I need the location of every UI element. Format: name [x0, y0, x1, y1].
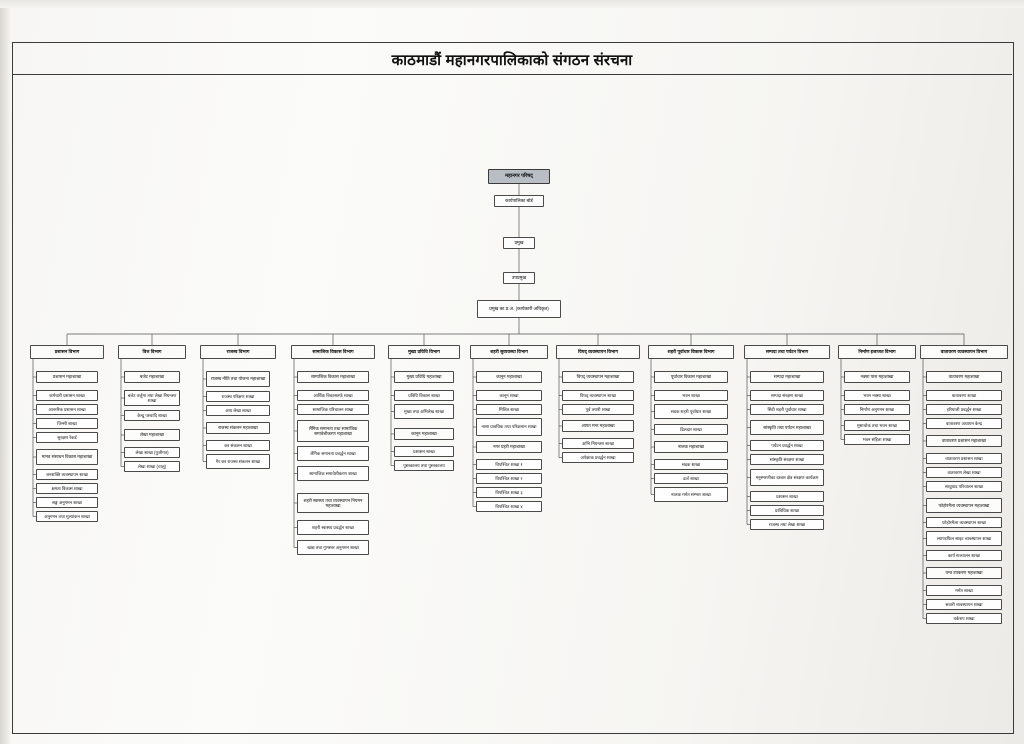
- node-label: आय लेखा शाखा: [225, 407, 251, 413]
- department-10-item-4: [844, 420, 910, 431]
- department-9-item-1: [750, 371, 824, 383]
- node-label: हरियाली प्रवर्द्धन शाखा: [946, 406, 982, 412]
- department-6-item-2: [476, 390, 542, 401]
- node-label: नालक महाशाखा: [677, 444, 705, 450]
- node-label: कर्मचारी प्रशासन शाखा: [49, 392, 85, 398]
- department-5-item-5: [394, 446, 454, 457]
- node-label: सामाजिक परिचालन शाखा: [312, 406, 354, 412]
- node-label: सडक शाखा: [681, 461, 701, 467]
- node-label: राजस्व संकलन महाशाखा: [218, 425, 258, 431]
- node-label: सांस्कृति संरक्षण शाखा: [769, 456, 805, 462]
- department-3-item-2: [206, 391, 270, 402]
- department-7-item-5: [562, 438, 634, 449]
- node-label: वातावरण लेखा शाखा: [947, 469, 981, 475]
- node-label: कानून महाशाखा: [411, 431, 437, 437]
- department-2-item-3: [124, 410, 180, 421]
- node-label: आन्तरिक प्रशासन शाखा: [48, 406, 86, 412]
- department-1-item-5: [36, 432, 98, 443]
- department-9-item-6: [750, 454, 824, 465]
- department-9-item-3: [750, 404, 824, 415]
- node-label: प्रमुख का.प्र.अ. (कार्यकारी अधिकृत): [489, 306, 549, 312]
- node-label: जनशक्ति व्यवस्थापन शाखा: [45, 471, 89, 477]
- department-7-item-4: [562, 420, 634, 432]
- department-3-item-5: [206, 440, 270, 451]
- department-5: [388, 345, 460, 359]
- node-label: वातावरण प्रशासन महाशाखा: [941, 438, 987, 444]
- node-label: बजेट तर्जुमा तथा लेखा नियन्त्रण शाखा: [127, 392, 177, 403]
- department-9-item-5: [750, 440, 824, 451]
- department-1-item-4: [36, 418, 98, 429]
- department-7-item-6: [562, 452, 634, 463]
- department-4-item-8: [297, 520, 369, 535]
- node-label: कार्यपालिका बोर्ड: [505, 198, 533, 204]
- node-label: प्रशासन विभाग: [54, 349, 80, 355]
- department-3-item-3: [206, 405, 270, 416]
- node-label: वातावरण व्यवस्थापन विभाग: [940, 349, 988, 355]
- department-7-item-2: [562, 390, 634, 401]
- node-label: सम्पदा महाशाखा: [773, 374, 801, 380]
- node-label: पूर्वाधार विकास महाशाखा: [670, 374, 712, 380]
- department-3-item-4: [206, 422, 270, 434]
- department-6-item-3: [476, 404, 542, 415]
- node-label: उपप्रमुख: [511, 275, 527, 281]
- node-label: अपेक्षाक प्रवर्द्धन शाखा: [580, 454, 616, 460]
- department-11-item-1: [926, 371, 1002, 383]
- department-6-item-9: [476, 501, 542, 512]
- node-label: मर्मत शाखा: [955, 587, 973, 593]
- department-4-item-5: [297, 446, 369, 461]
- node-label: पर्यटन प्रवर्द्धन शाखा: [771, 442, 803, 448]
- department-11-item-6: [926, 453, 1002, 464]
- node-label: सम्पदा तथा पर्यटन विभाग: [765, 349, 809, 355]
- node-label: शहरी स्वास्थ्य तथा व्यवस्थापन नियमन महाशाखा: [303, 497, 363, 508]
- node-label: प्रशासन शाखा: [413, 448, 435, 454]
- node-label: वित्त विभाग: [142, 349, 162, 355]
- department-4-item-1: [297, 371, 369, 383]
- node-label: मुख्य प्रविधि विभाग: [408, 349, 440, 355]
- node-label: अनुगमन तथा मूल्यांकन शाखा: [44, 513, 90, 519]
- department-11-item-4: [926, 418, 1002, 429]
- node-label: ल्याण्डफिल साइट व्यवस्थापन शाखा: [936, 535, 992, 541]
- department-8-item-6: [654, 459, 728, 470]
- node-label: मुख्य तथा अभिलेख शाखा: [404, 408, 444, 414]
- department-9-item-7: [750, 469, 824, 486]
- node-label: भवन संहिता शाखा: [862, 436, 892, 442]
- node-label: सामाजिक समावेशीकरण शाखा: [309, 470, 357, 476]
- department-4-item-4: [297, 420, 369, 442]
- department-8: [648, 345, 734, 359]
- node-label: राजस्व विभाग: [226, 349, 250, 355]
- node-label: सांस्कृति तथा पर्यटन महाशाखा: [763, 424, 811, 430]
- node-label: गैर कर राजस्व संकलन शाखा: [215, 458, 261, 464]
- department-8-item-2: [654, 390, 728, 401]
- department-1-item-6: [36, 449, 98, 465]
- chain-node-3: [503, 237, 535, 249]
- chain-node-1: [488, 169, 550, 184]
- node-label: वातावरण महाशाखा: [948, 374, 980, 380]
- department-5-item-2: [394, 390, 454, 401]
- department-10-item-5: [844, 434, 910, 445]
- department-4: [291, 345, 375, 359]
- department-9-item-9: [750, 505, 824, 516]
- department-8-item-3: [654, 404, 728, 419]
- node-label: केन्द्रु पश्चादि शाखा: [137, 412, 167, 418]
- node-label: शहरी पूर्वाधार विकास विभाग: [667, 349, 715, 355]
- department-5-item-4: [394, 428, 454, 440]
- node-label: अग्नि नियन्त्रण शाखा: [582, 440, 614, 446]
- node-label: कर संकलन शाखा: [224, 442, 252, 448]
- node-label: प्रशासन शाखा: [776, 493, 798, 499]
- department-2: [118, 345, 186, 359]
- node-label: प्रमुख: [514, 240, 524, 246]
- node-label: राजस्व तथा लेखा शाखा: [768, 521, 806, 527]
- node-label: कानून महाशाखा: [496, 374, 522, 380]
- node-label: वातावरण अध्ययन केन्द्र: [946, 420, 982, 426]
- department-11-item-11: [926, 531, 1002, 546]
- department-4-item-3: [297, 404, 369, 415]
- department-6-item-8: [476, 487, 542, 498]
- node-label: वातावरण शाखा: [951, 392, 977, 398]
- department-1-item-9: [36, 497, 98, 508]
- node-label: राजस्व नीति तथा योजना महाशाखा: [210, 376, 266, 382]
- department-11-item-15: [926, 599, 1002, 610]
- node-label: सामाजिक विकास महाशाखा: [310, 374, 356, 380]
- department-1: [30, 345, 104, 359]
- node-label: वर्कशप शाखा: [953, 615, 975, 621]
- department-3: [200, 345, 276, 359]
- department-8-item-8: [654, 487, 728, 502]
- node-label: आर्थिक विकासतर्फ शाखा: [313, 392, 353, 398]
- department-10-item-3: [844, 404, 910, 415]
- page-title: काठमाडौं महानगरपालिकाको संगठन संरचना: [391, 52, 633, 69]
- node-label: ढिलदार शाखा: [680, 426, 702, 432]
- department-4-item-7: [297, 493, 369, 513]
- department-11-item-16: [926, 613, 1002, 624]
- node-label: लेखा महाशाखा: [140, 432, 164, 438]
- department-9-item-4: [750, 420, 824, 435]
- department-10-item-1: [844, 371, 910, 383]
- node-label: क्षमता विकास शाखा: [51, 485, 83, 491]
- department-6-item-7: [476, 473, 542, 484]
- department-6: [470, 345, 548, 359]
- department-6-item-1: [476, 371, 542, 383]
- node-label: नासा प्रावधिक तथा परिक्रमान शाखा: [481, 424, 537, 430]
- node-label: फोहोरमैला व्यवस्थापन शाखा: [942, 519, 986, 525]
- node-label: विपश्चित शाखा ४: [495, 503, 523, 509]
- node-label: जिन्सी शाखा: [57, 420, 77, 426]
- department-9: [744, 345, 830, 359]
- department-2-item-6: [124, 461, 180, 472]
- department-2-item-5: [124, 447, 180, 458]
- node-label: प्रशासन महाशाखा: [52, 374, 82, 380]
- department-10: [838, 345, 916, 359]
- node-label: खाद्य तथा गुणस्तर अनुगमन शाखा: [307, 544, 359, 550]
- department-7-item-3: [562, 404, 634, 415]
- node-label: राजस्व परिक्षण शाखा: [221, 393, 255, 399]
- department-1-item-3: [36, 404, 98, 415]
- node-label: भवन नक्सा शाखा: [863, 392, 891, 398]
- department-7-item-1: [562, 371, 634, 383]
- node-label: विपश्चित शाखा १: [495, 461, 523, 467]
- node-label: कार्य सञ्चालन शाखा: [947, 552, 981, 558]
- node-label: शहरी स्वास्थ्य प्रवर्द्धन शाखा: [312, 524, 354, 530]
- node-label: लैंगिक समानता प्रवर्द्धन शाखा: [310, 450, 356, 456]
- department-6-item-5: [476, 441, 542, 453]
- department-9-item-2: [750, 390, 824, 401]
- node-label: प्राविधिक शाखा: [775, 507, 799, 513]
- department-2-item-4: [124, 429, 180, 441]
- department-8-item-7: [654, 473, 728, 484]
- department-2-item-2: [124, 390, 180, 406]
- node-label: पूर्व तयारी शाखा: [585, 406, 611, 412]
- department-11-item-9: [926, 498, 1002, 513]
- department-1-item-10: [36, 511, 98, 522]
- node-label: नक्सा पास महाशाखा: [860, 374, 894, 380]
- chain-node-4: [503, 272, 535, 284]
- node-label: महानगर परिषद्: [505, 172, 533, 179]
- node-label: निर्माण इजाजत विभाग: [858, 349, 896, 355]
- department-1-item-8: [36, 483, 98, 494]
- department-11-item-2: [926, 390, 1002, 401]
- node-label: यन्त्र उपकरण महाशाखा: [945, 570, 983, 576]
- department-8-item-1: [654, 371, 728, 383]
- node-label: सङ्घ अनुगमन शाखा: [52, 499, 82, 505]
- node-label: सडक शहरी पूर्वाधार शाखा: [670, 408, 712, 414]
- node-label: शहरी सुव्यवस्था विभाग: [490, 349, 528, 355]
- node-label: साधुवाद परिचालन शाखा: [945, 483, 983, 489]
- department-7: [556, 345, 640, 359]
- department-9-item-10: [750, 519, 824, 530]
- node-label: पुस्तकालय तथा पुस्तकालय: [403, 462, 445, 468]
- chain-node-2: [494, 195, 544, 207]
- node-label: सिटी शहरी पूर्वाधार शाखा: [767, 406, 807, 412]
- node-label: विपद् व्यवस्थापन शाखा: [580, 392, 616, 398]
- department-8-item-4: [654, 424, 728, 435]
- department-11-item-10: [926, 517, 1002, 528]
- node-label: विपश्चित शाखा २: [495, 475, 523, 481]
- node-label: विपद् व्यवस्थापन विभाग: [578, 349, 618, 355]
- department-4-item-2: [297, 390, 369, 401]
- node-label: मिलित शाखा: [498, 406, 519, 412]
- node-label: सवारी व्यवस्थापन शाखा: [945, 601, 983, 607]
- department-4-item-6: [297, 466, 369, 481]
- node-label: ढर्ज शाखा: [683, 475, 699, 481]
- node-label: लेखा शाखा (चालु): [137, 463, 167, 469]
- node-label: निर्माण अनुगमन शाखा: [859, 406, 895, 412]
- department-2-item-1: [124, 371, 180, 383]
- department-11-item-5: [926, 435, 1002, 447]
- node-label: लेखा शाखा (पुजीगत): [135, 449, 169, 455]
- department-1-item-2: [36, 390, 98, 401]
- chain-node-5: [477, 300, 561, 318]
- node-label: कानून शाखा: [499, 392, 519, 398]
- department-11-item-7: [926, 467, 1002, 478]
- department-5-item-1: [394, 371, 454, 383]
- node-label: सम्पदा संरक्षण शाखा: [770, 392, 803, 398]
- department-10-item-2: [844, 390, 910, 401]
- department-11-item-12: [926, 550, 1002, 561]
- node-label: मुसाचोक तथा भवन शाखा: [856, 422, 898, 428]
- department-6-item-4: [476, 418, 542, 436]
- node-label: सुरक्षण रेकर्ड: [57, 434, 77, 440]
- node-label: मानव संसाधन विकास महाशाखा: [41, 454, 93, 460]
- node-label: आपत मन्त महाशाखा: [581, 423, 615, 429]
- department-6-item-6: [476, 459, 542, 470]
- department-3-item-1: [206, 371, 270, 387]
- department-9-item-8: [750, 491, 824, 502]
- node-label: लैंगिक समानता तथा सामाजिक समावेशीकरण महाशाखा: [308, 425, 358, 436]
- department-1-item-1: [36, 371, 98, 383]
- department-3-item-6: [206, 454, 270, 469]
- department-5-item-6: [394, 460, 454, 471]
- department-11-item-13: [926, 567, 1002, 579]
- department-11-item-8: [926, 481, 1002, 492]
- node-label: सामाजिक विकास विभाग: [312, 349, 354, 355]
- node-label: बजेट महाशाखा: [139, 374, 165, 380]
- department-11-item-3: [926, 404, 1002, 415]
- node-label: वातावरण प्रशासन शाखा: [945, 455, 983, 461]
- node-label: मनुस्मरणीका दरबार क्षेत्र संरक्षण कार्यक्रम: [755, 474, 819, 480]
- node-label: मुख्य प्रविधि महाशाखा: [406, 374, 442, 380]
- node-label: विपश्चित शाखा ३: [495, 489, 523, 495]
- department-11-item-14: [926, 585, 1002, 596]
- node-label: विपद् व्यवस्थापन महाशाखा: [576, 374, 620, 380]
- department-8-item-5: [654, 441, 728, 453]
- department-1-item-7: [36, 469, 98, 480]
- department-11: [920, 345, 1008, 359]
- node-label: नालक मर्मत सम्भार शाखा: [671, 491, 711, 497]
- node-label: नगर प्रहरी महाशाखा: [493, 444, 525, 450]
- department-4-item-9: [297, 540, 369, 555]
- node-label: भवन शाखा: [682, 392, 700, 398]
- node-label: प्रविधि विकास शाखा: [408, 392, 440, 398]
- department-5-item-3: [394, 404, 454, 419]
- node-label: फोहोरमैला व्यवस्थापन महाशाखा: [938, 502, 990, 508]
